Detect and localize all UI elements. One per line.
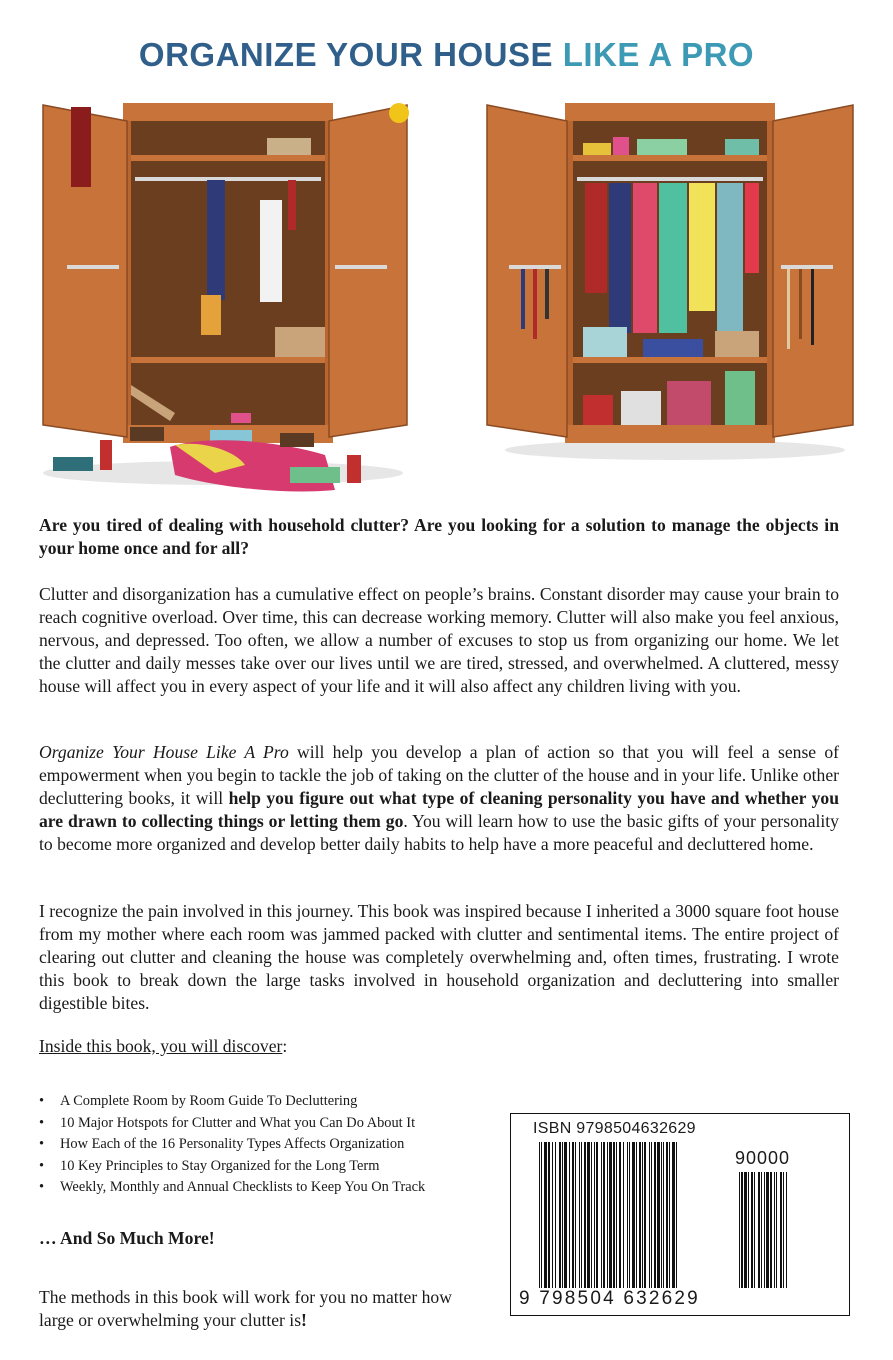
barcode-bar — [739, 1172, 740, 1288]
paragraph-book-overview — [39, 741, 839, 856]
barcode-bar — [584, 1142, 586, 1288]
barcode-bar — [613, 1142, 615, 1288]
barcode-bar — [758, 1172, 760, 1288]
barcode-bar — [663, 1142, 664, 1288]
barcode-bar — [649, 1142, 650, 1288]
barcode-bar — [569, 1142, 570, 1288]
barcode-bar — [751, 1172, 753, 1288]
barcode-bar — [581, 1142, 582, 1288]
barcode-bar — [596, 1142, 598, 1288]
barcode-bar — [672, 1142, 675, 1288]
organized-wardrobe — [487, 103, 853, 460]
barcode-bar — [669, 1142, 670, 1288]
barcode-bar — [741, 1172, 743, 1288]
barcode-addon-bars — [739, 1172, 831, 1288]
barcode-bar — [761, 1172, 762, 1288]
feature-list — [39, 1091, 425, 1199]
closing-text: The methods in this book will work for you no matter how large or overwhelming your clutter is — [39, 1287, 452, 1330]
list-item: • 10 Major Hotspots for Clutter and What you Can Do About It — [39, 1113, 425, 1135]
barcode-bar — [539, 1142, 540, 1288]
barcode-bar — [627, 1142, 628, 1288]
paragraph-clutter-effects: Clutter and disorganization has a cumulative effect on people’s brains. Constant disorder may cause your brain to reach cognitive overload. Over time, this can decrease working memory. Clutter will also make you feel anxious, nervous, and depressed. Too often, we allow a number of excuses to stop us from organizing our home. We let the clutter and daily messes take over our lives until we are tired, stressed, and overwhelmed. A cluttered, messy house will affect you in every aspect of your life and it will also affect any children living with you. — [39, 584, 839, 696]
wardrobe-illustration — [35, 95, 865, 510]
barcode-bar — [575, 1142, 576, 1288]
barcode-bar — [651, 1142, 652, 1288]
price-addon: 90000 — [735, 1148, 791, 1168]
barcode-bar — [748, 1172, 749, 1288]
list-item: • Weekly, Monthly and Annual Checklists to Keep You On Track — [39, 1177, 425, 1199]
lead-question: Are you tired of dealing with household clutter? Are you looking for a solution to manage the objects in your home once and for all? — [39, 515, 839, 558]
barcode-bar — [666, 1142, 668, 1288]
barcode-bar — [603, 1142, 605, 1288]
list-item: • A Complete Room by Room Guide To Decluttering — [39, 1091, 425, 1113]
barcode-bar — [744, 1172, 747, 1288]
barcode-bar — [555, 1142, 556, 1288]
barcode-bar — [587, 1142, 590, 1288]
barcode-bar — [544, 1142, 547, 1288]
barcode-bar — [654, 1142, 656, 1288]
paragraph2-part1: will help you develop a plan of action so that you will feel a sense of empowerment when you begin to tackle the job of taking on the clutter of the house and in your life. Unlike other decluttering books, it will — [39, 742, 840, 808]
barcode-bar — [770, 1172, 772, 1288]
discover-heading — [39, 1036, 287, 1057]
messy-wardrobe — [43, 103, 409, 492]
barcode-bar — [548, 1142, 550, 1288]
book-title-italic: Organize Your House Like A Pro — [39, 742, 289, 762]
barcode-bar — [766, 1172, 769, 1288]
isbn-digits: 9 798504 632629 — [519, 1288, 700, 1309]
paragraph-author-story: I recognize the pain involved in this journey. This book was inspired because I inherited a 3000 square foot house from my mother where each room was jammed packed with clutter and sentimental items. The entire project of clearing out clutter and cleaning the house was completely overwhelming and, often times, frustrating. I wrote this book to break down the large tasks involved in household organization and decluttering into smaller digestible bites. — [39, 901, 839, 1013]
barcode-bar — [609, 1142, 612, 1288]
barcode-bar — [552, 1142, 553, 1288]
closing-exclamation: ! — [301, 1310, 307, 1330]
barcode-bar — [562, 1142, 563, 1288]
closing-statement — [39, 1286, 484, 1332]
barcode-bar — [591, 1142, 592, 1288]
discover-label: Inside this book, you will discover — [39, 1036, 283, 1056]
barcode-bar — [639, 1142, 641, 1288]
barcode-bar — [786, 1172, 787, 1288]
barcode-main-bars — [539, 1142, 731, 1288]
barcode-bar — [616, 1142, 617, 1288]
barcode-bar — [629, 1142, 630, 1288]
barcode-bar — [541, 1142, 542, 1288]
barcode-bar — [774, 1172, 775, 1288]
barcode-bar — [632, 1142, 635, 1288]
title-part-2: LIKE A PRO — [562, 36, 755, 73]
isbn-label: ISBN 9798504632629 — [533, 1120, 696, 1137]
list-item: • 10 Key Principles to Stay Organized for the Long Term — [39, 1156, 425, 1178]
barcode-bar — [754, 1172, 755, 1288]
barcode-bar — [657, 1142, 660, 1288]
list-item: • How Each of the 16 Personality Types Affects Organization — [39, 1134, 425, 1156]
barcode-bar — [594, 1142, 595, 1288]
paragraph2-part2: . You will learn how to use the basic gifts of your personality to become more organized and develop better daily habits to help have a more peaceful and decluttered home. — [39, 811, 839, 854]
paragraph2-bold: help you figure out what type of cleaning personality you have and whether you are drawn to collecting things or letting them go — [39, 788, 839, 831]
barcode-bar — [676, 1142, 677, 1288]
and-so-much-more: … And So Much More! — [39, 1228, 215, 1248]
barcode-bar — [579, 1142, 580, 1288]
barcode-bar — [776, 1172, 777, 1288]
barcode-bar — [644, 1142, 646, 1288]
isbn-barcode — [510, 1113, 850, 1316]
barcode-bar — [559, 1142, 561, 1288]
barcode-bar — [783, 1172, 784, 1288]
barcode-bar — [642, 1142, 643, 1288]
barcode-bar — [619, 1142, 621, 1288]
barcode-bar — [764, 1172, 765, 1288]
barcode-bar — [601, 1142, 602, 1288]
barcode-bar — [661, 1142, 662, 1288]
barcode-bar — [780, 1172, 782, 1288]
cover-title — [0, 36, 893, 74]
barcode-bar — [572, 1142, 574, 1288]
barcode-bar — [636, 1142, 637, 1288]
barcode-bar — [564, 1142, 567, 1288]
barcode-bar — [623, 1142, 624, 1288]
barcode-bar — [607, 1142, 608, 1288]
title-part-1: ORGANIZE YOUR HOUSE — [138, 36, 563, 73]
discover-colon: : — [282, 1036, 288, 1056]
